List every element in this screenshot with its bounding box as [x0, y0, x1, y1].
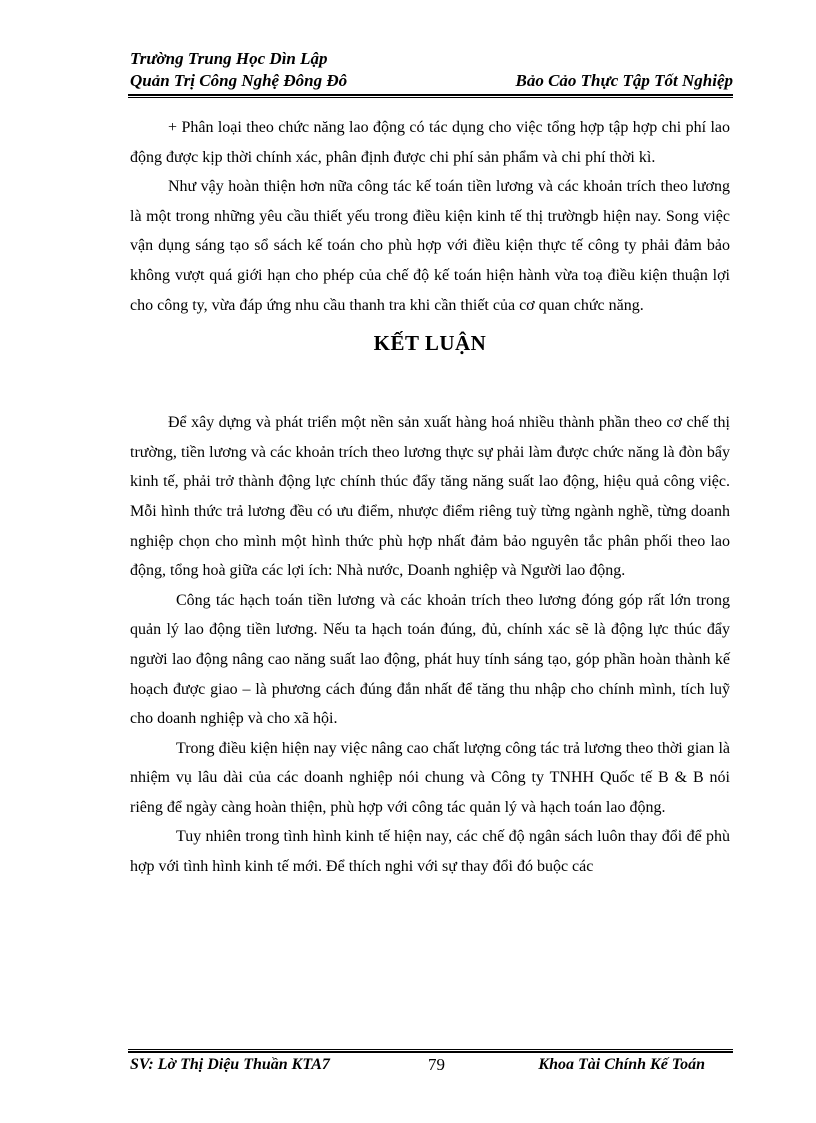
- footer-student-name: SV: Lờ Thị Diệu Thuần KTA7: [130, 1056, 330, 1073]
- header-divider: [128, 94, 733, 96]
- paragraph-conclusion-3: Trong điều kiện hiện nay việc nâng cao chất lượng công tác trả lương theo thời gian là nhiệm vụ lâu dài của các doanh nghiệp nói chung và Công ty TNHH Quốc tế B & B nói riêng để ngày càng hoàn thiện, phù hợp với công tác quản lý và hạch toán lao động.: [130, 739, 730, 816]
- page-footer: [130, 1054, 705, 1078]
- header-report-title: Bảo Cảo Thực Tập Tốt Nghiệp: [515, 71, 733, 90]
- page-number: 79: [428, 1055, 445, 1074]
- paragraph-conclusion-4: Tuy nhiên trong tình hình kinh tế hiện nay, các chế độ ngân sách luôn thay đổi để phù hợp với tình hình kinh tế mới. Để thích nghi với sự thay đổi đó buộc các: [130, 828, 730, 876]
- footer-divider-thin: [128, 1049, 733, 1050]
- footer-faculty: Khoa Tài Chính Kế Toán: [538, 1056, 705, 1073]
- section-heading-conclusion: KẾT LUẬN: [373, 331, 487, 356]
- header-department: Quản Trị Công Nghệ Đông Đô: [130, 71, 348, 90]
- footer-divider: [128, 1051, 733, 1053]
- paragraph-conclusion-1: Để xây dựng và phát triển một nền sản xuất hàng hoá nhiều thành phần theo cơ chế thị trường, tiền lương và các khoản trích theo lương thực sự phải làm được chức năng là đòn bẩy kinh tế, phải trở thành động lực chính thúc đẩy tăng năng suất lao động, hiệu quả công việc. Mỗi hình thức trả lương đều có ưu điểm, nhược điểm riêng tuỳ từng ngành nghề, từng doanh nghiệp chọn cho mình một hình thức phù hợp nhất đảm bảo nguyên tắc phân phối theo lao động, tổng hoà giữa các lợi ích: Nhà nước, Doanh nghiệp và Người lao động.: [130, 414, 730, 580]
- paragraph-conclusion-2: Công tác hạch toán tiền lương và các khoản trích theo lương đóng góp rất lớn trong quản lý lao động tiền lương. Nếu ta hạch toán đúng, đủ, chính xác sẽ là động lực thúc đẩy người lao động nâng cao năng suất lao động, phát huy tính sáng tạo, góp phần hoàn thành kế hoạch được giao – là phương cách đúng đắn nhất để tăng thu nhập cho chính mình, tích luỹ cho doanh nghiệp và cho xã hội.: [130, 591, 730, 728]
- page-header: [130, 48, 733, 92]
- paragraph-classification: + Phân loại theo chức năng lao động có tác dụng cho việc tổng hợp tập hợp chi phí lao động được kịp thời chính xác, phân định được chi phí sản phẩm và chi phí thời kì.: [130, 119, 730, 166]
- header-second-row: [130, 70, 733, 92]
- paragraph-improvement: Như vậy hoàn thiện hơn nữa công tác kế toán tiền lương và các khoản trích theo lương là một trong những yêu cầu thiết yếu trong điều kiện kinh tế thị trườngb hiện nay. Song việc vận dụng sáng tạo sổ sách kế toán cho phù hợp với điều kiện thực tế công ty phải đảm bảo không vượt quá giới hạn cho phép của chế độ kế toán hiện hành vừa toạ điều kiện thuận lợi cho công ty, vừa đáp ứng nhu cầu thanh tra khi cần thiết của cơ quan chức năng.: [130, 178, 730, 314]
- document-body: [130, 113, 730, 882]
- header-divider-thin: [128, 97, 733, 98]
- header-school-name: Trường Trung Học Dìn Lập: [130, 49, 328, 68]
